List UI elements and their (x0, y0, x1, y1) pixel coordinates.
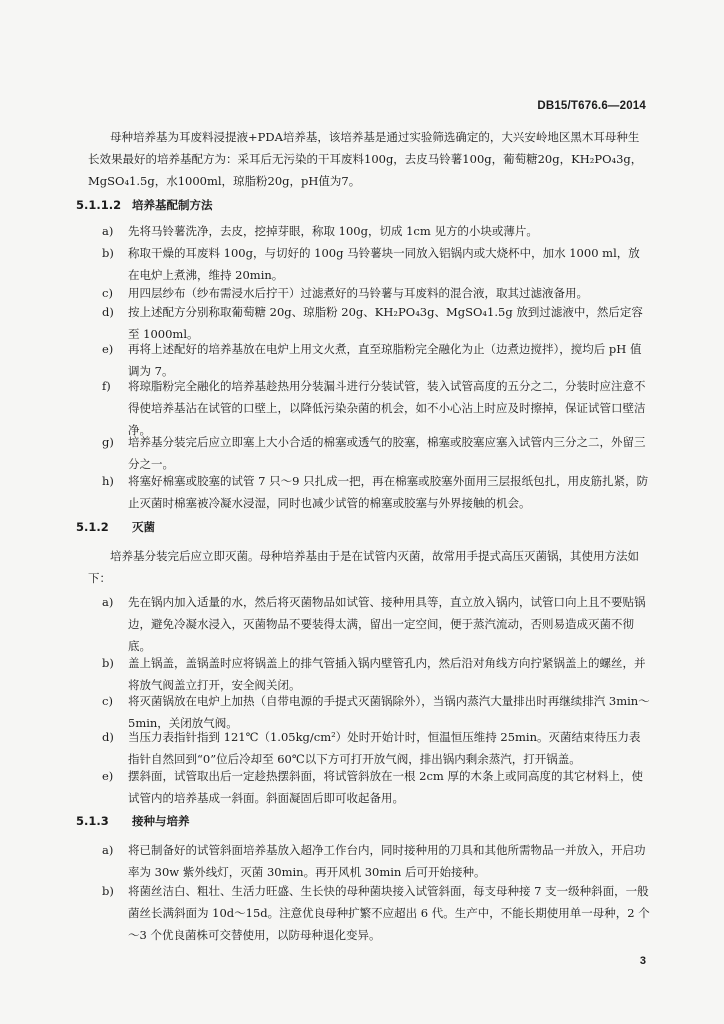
list-item (102, 765, 650, 809)
section-title: 培养基配制方法 (132, 198, 213, 212)
list-item-label: a) (102, 224, 114, 238)
section-number: 5.1.2 (76, 520, 109, 534)
list-item (102, 431, 650, 475)
list-item-text: 将琼脂粉完全融化的培养基趁热用分装漏斗进行分装试管，装入试管高度的五分之二，分装时应注意不得使培养基沾在试管的口壁上，以降低污染杂菌的机会，如不小心沾上时应及时擦掉，保证试管口壁洁净。 (128, 379, 646, 437)
list-item (102, 880, 650, 946)
list-item-text: 用四层纱布（纱布需浸水后拧干）过滤煮好的马铃薯与耳废料的混合液，取其过滤液备用。 (128, 286, 588, 300)
section-heading-512 (76, 519, 155, 535)
list-item-text: 摆斜面，试管取出后一定趁热摆斜面，将试管斜放在一根 2cm 厚的木条上或同高度的其它材料上，使试管内的培养基成一斜面。斜面凝固后即可收起备用。 (128, 769, 643, 805)
list-item-text: 将塞好棉塞或胶塞的试管 7 只～9 只扎成一把，再在棉塞或胶塞外面用三层报纸包扎，用皮筋扎紧，防止灭菌时棉塞被冷凝水浸湿，同时也减少试管的棉塞或胶塞与外界接触的机会。 (128, 474, 649, 510)
list-item-label: d) (102, 305, 114, 319)
list-item-label: f) (102, 379, 111, 393)
list-item-text: 先将马铃薯洗净，去皮，挖掉芽眼，称取 100g，切成 1cm 见方的小块或薄片。 (128, 224, 538, 238)
list-item-text: 当压力表指针指到 121℃（1.05kg/cm²）处时开始计时，恒温恒压维持 25min。灭菌结束待压力表指针自然回到“0”位后冷却至 60℃以下方可打开放气阀，排出锅内剩余蒸汽，打开锅盖。 (128, 730, 641, 766)
intro-paragraph: 母种培养基为耳废料浸提液+PDA培养基，该培养基是通过实验筛选确定的，大兴安岭地区黑木耳母种生长效果最好的培养基配方为：采耳后无污染的干耳废料100g，去皮马铃薯100g，葡萄糖20g，KH₂PO₄3g，MgSO₄1.5g，水1000ml，琼脂粉20g，pH值为7。 (88, 130, 643, 188)
list-item-label: d) (102, 730, 114, 744)
list-item (102, 470, 650, 514)
section-intro-paragraph: 培养基分装完后应立即灭菌。母种培养基由于是在试管内灭菌，故常用手提式高压灭菌锅，其使用方法如下： (88, 549, 639, 585)
list-item-text: 将灭菌锅放在电炉上加热（自带电源的手提式灭菌锅除外），当锅内蒸汽大量排出时再继续排汽 3min～5min，关闭放气阀。 (128, 694, 650, 730)
document-code: DB15/T676.6—2014 (537, 100, 646, 112)
list-item-text: 将菌丝洁白、粗壮、生活力旺盛、生长快的母种菌块接入试管斜面，每支母种接 7 支一级种斜面，一般菌丝长满斜面为 10d～15d。注意优良母种扩繁不应超出 6 代。生产中，不能长期使用单一母种，2 个～3 个优良菌株可交替使用，以防母种退化变异。 (128, 884, 650, 942)
list-item-text: 将已制备好的试管斜面培养基放入超净工作台内，同时接种用的刀具和其他所需物品一并放入，开启功率为 30w 紫外线灯，灭菌 30min。再开风机 30min 后可开始接种。 (128, 843, 646, 879)
list-item-text: 按上述配方分别称取葡萄糖 20g、琼脂粉 20g、KH₂PO₄3g、MgSO₄1.5g 放到过滤液中，然后定容至 1000ml。 (128, 305, 643, 341)
page-number: 3 (639, 955, 646, 967)
list-item (102, 242, 650, 286)
list-item-label: b) (102, 656, 114, 670)
list-item-text: 称取干燥的耳废料 100g，与切好的 100g 马铃薯块一同放入铝锅内或大烧杯中，加水 1000 ml，放在电炉上煮沸，维持 20min。 (128, 246, 640, 282)
list-item-label: c) (102, 694, 113, 708)
section-heading-513 (76, 813, 190, 829)
list-item-label: c) (102, 286, 113, 300)
section-heading-5112 (76, 197, 213, 213)
list-item (102, 839, 650, 883)
list-item-label: a) (102, 843, 114, 857)
list-item-text: 盖上锅盖，盖锅盖时应将锅盖上的排气管插入锅内壁管孔内，然后沿对角线方向拧紧锅盖上的螺丝，并将放气阀盖立打开，安全阀关闭。 (128, 656, 646, 692)
list-item-text: 培养基分装完后应立即塞上大小合适的棉塞或透气的胶塞，棉塞或胶塞应塞入试管内三分之二，外留三分之一。 (128, 435, 646, 471)
list-item (102, 220, 650, 242)
list-item-text: 先在锅内加入适量的水，然后将灭菌物品如试管、接种用具等，直立放入锅内，试管口向上且不要贴锅边，避免冷凝水浸入，灭菌物品不要装得太满，留出一定空间，便于蒸汽流动，否则易造成灭菌不彻底。 (128, 595, 646, 653)
list-item-label: e) (102, 342, 114, 356)
list-item-label: a) (102, 595, 114, 609)
section-number: 5.1.1.2 (76, 198, 122, 212)
list-item (102, 726, 650, 770)
section-title: 接种与培养 (132, 814, 190, 828)
list-item-label: g) (102, 435, 114, 449)
list-item-label: e) (102, 769, 114, 783)
list-item-text: 再将上述配好的培养基放在电炉上用文火煮，直至琼脂粉完全融化为止（边煮边搅拌），搅均后 pH 值调为 7。 (128, 342, 642, 378)
section-title: 灭菌 (132, 520, 155, 534)
list-item-label: h) (102, 474, 114, 488)
list-item (102, 591, 650, 657)
list-item-label: b) (102, 246, 114, 260)
list-item-label: b) (102, 884, 114, 898)
section-number: 5.1.3 (76, 814, 109, 828)
